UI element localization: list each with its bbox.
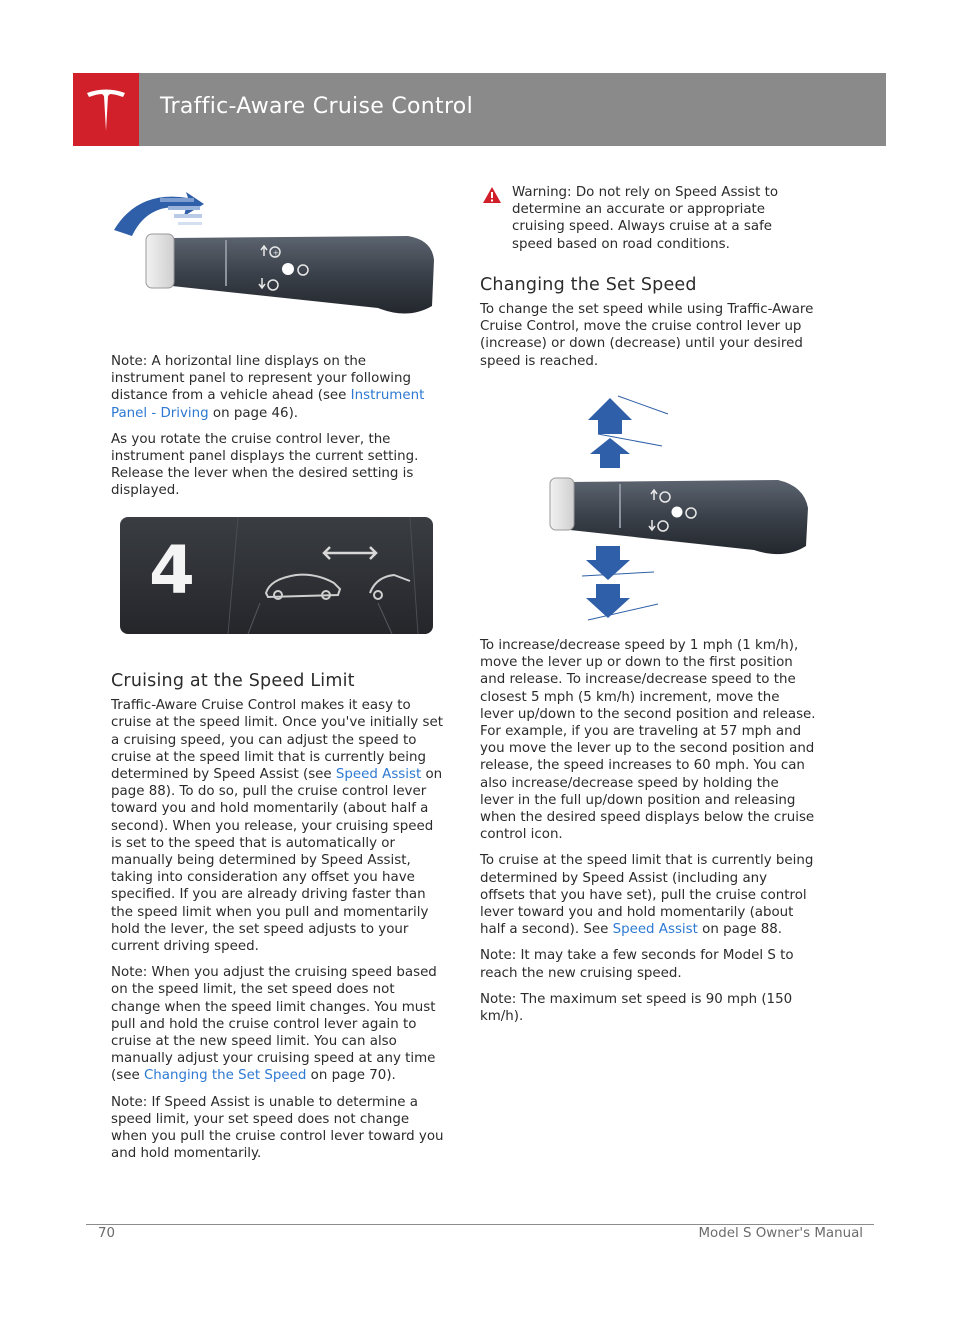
footer-divider: [86, 1224, 874, 1225]
down-arrow-1-icon: [586, 546, 630, 580]
set-distance-value: 4: [149, 532, 195, 609]
rotate-paragraph: As you rotate the cruise control lever, the instrument panel displays the current setting. Release the lever when the desired setting is displayed.: [111, 431, 419, 499]
right-column: [480, 184, 814, 379]
speed-limit-paragraph: Traffic-Aware Cruise Control makes it easy to cruise at the speed limit. Once you've initially set a cruising speed, you can adjust the speed to cruise at the speed limit that is currently being determined by Speed Assist (see Speed Assist on page 88). To do so, pull the cruise control lever toward you and hold momentarily (about half a second). When you release, your cruising speed is set to the speed that is automatically or manually being determined by Speed Assist, taking into consideration any offset you have specified. If you are already driving faster than the speed limit when you pull and momentarily hold the lever, the set speed adjusts to your current driving speed.: [111, 698, 443, 955]
section-heading-speed-limit: Cruising at the Speed Limit: [111, 671, 355, 691]
left-column-lower: [111, 673, 445, 1171]
down-arrow-2-icon: [586, 584, 630, 618]
change-paragraph: To change the set speed while using Traffic-Aware Cruise Control, move the cruise control lever up (increase) or down (decrease) until your desired speed is reached.: [480, 302, 814, 369]
note-adjust: Note: When you adjust the cruising speed based on the speed limit, the set speed does not change when the speed limit changes. You must pull and hold the cruise control lever again to cruise at the new speed limit. You can also manually adjust your cruising speed at any time (see Changing the Set Speed on page 70).: [111, 965, 437, 1084]
increase-paragraph: To increase/decrease speed by 1 mph (1 km/h), move the lever up or down to the first position and release. To increase/decrease speed to the closest 5 mph (5 km/h) increment, move the lever up/down to the second position and release. For example, if you are traveling at 57 mph and you move the lever up to the second position and release, the speed increases to 60 mph. You can also increase/decrease speed by holding the lever in the full up/down position and releasing when the desired speed displays below the cruise control icon.: [480, 638, 816, 843]
distance-arrow-icon: [324, 547, 376, 559]
section-heading-set-speed: Changing the Set Speed: [480, 274, 697, 295]
speed-assist-link[interactable]: Speed Assist: [335, 767, 422, 783]
up-arrow-1-icon: [590, 438, 630, 468]
note-time: Note: It may take a few seconds for Model S to reach the new cruising speed.: [480, 948, 794, 981]
warning-box: [480, 184, 814, 253]
instrument-panel-display: [120, 517, 433, 634]
page-header: [73, 73, 886, 146]
lever-up-down-illustration: [548, 390, 813, 622]
page-number: 70: [98, 1226, 116, 1241]
speed-assist-link-2[interactable]: Speed Assist: [612, 922, 698, 938]
instrument-panel-link[interactable]: Instrument Panel - Driving: [111, 388, 425, 421]
cruise-limit-paragraph: To cruise at the speed limit that is currently being determined by Speed Assist (including any offsets that you have set), pull the cruise control lever toward you and hold momentarily (about half a second). See Speed Assist on page 88.: [480, 853, 814, 938]
note-unable: Note: If Speed Assist is unable to determine a speed limit, your set speed does not change when you pull the cruise control lever toward you and hold momentarily.: [111, 1094, 444, 1162]
manual-title: Model S Owner's Manual: [698, 1226, 863, 1241]
warning-text: Warning: Do not rely on Speed Assist to determine an accurate or appropriate cruising speed. Always cruise at a safe speed based on road conditions.: [512, 185, 779, 252]
tesla-t-icon: [85, 87, 127, 133]
up-arrow-2-icon: [588, 398, 632, 434]
left-column: [111, 353, 443, 509]
warning-triangle-icon: [482, 186, 502, 204]
lever-rotate-illustration: [108, 190, 438, 320]
svg-text:+: +: [272, 248, 280, 258]
page-title: Traffic-Aware Cruise Control: [160, 94, 473, 119]
note-following-distance: Note: A horizontal line displays on the instrument panel to represent your following distance from a vehicle ahead (see Instrument Panel - Driving on page 46).: [111, 354, 425, 421]
note-max: Note: The maximum set speed is 90 mph (150 km/h).: [480, 991, 793, 1025]
brand-logo: [73, 73, 139, 146]
changing-set-speed-link[interactable]: Changing the Set Speed: [143, 1068, 307, 1084]
right-column-lower: [480, 637, 816, 1034]
